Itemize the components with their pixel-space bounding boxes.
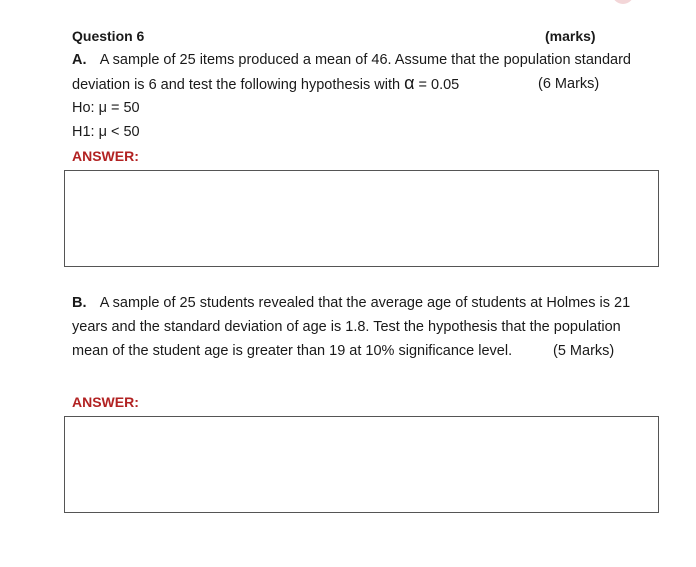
part-b-line1-text: A sample of 25 students revealed that the average age of students at Holmes is 21: [99, 295, 631, 311]
corner-decoration: [612, 0, 634, 4]
part-b-marks: (5 Marks): [553, 343, 615, 359]
question-title: Question 6: [72, 28, 145, 44]
part-b-line1: [72, 295, 630, 311]
part-a-label: A.: [72, 52, 87, 68]
part-a-answer-box[interactable]: [64, 170, 659, 267]
part-a-alt-hypothesis: H1: μ < 50: [72, 124, 140, 140]
part-a-line2: [72, 73, 460, 93]
part-b-label: B.: [72, 295, 87, 311]
part-b-answer-label: ANSWER:: [72, 394, 139, 410]
part-a-answer-label: ANSWER:: [72, 148, 139, 164]
part-b-answer-box[interactable]: [64, 416, 659, 513]
part-b-line3: mean of the student age is greater than 19 at 10% significance level.: [72, 343, 513, 359]
part-a-line1-text: A sample of 25 items produced a mean of 46. Assume that the population standard: [99, 52, 631, 68]
part-a-line1: [72, 52, 631, 68]
part-a-null-hypothesis: Ho: μ = 50: [72, 100, 140, 116]
part-a-line2-prefix: deviation is 6 and test the following hypothesis with: [72, 77, 401, 93]
question-marks: (marks): [545, 28, 596, 44]
alpha-symbol: α: [404, 73, 415, 93]
part-a-marks: (6 Marks): [538, 76, 600, 92]
part-a-line2-suffix: = 0.05: [418, 77, 460, 93]
part-b-line2: years and the standard deviation of age is 1.8. Test the hypothesis that the population: [72, 319, 621, 335]
